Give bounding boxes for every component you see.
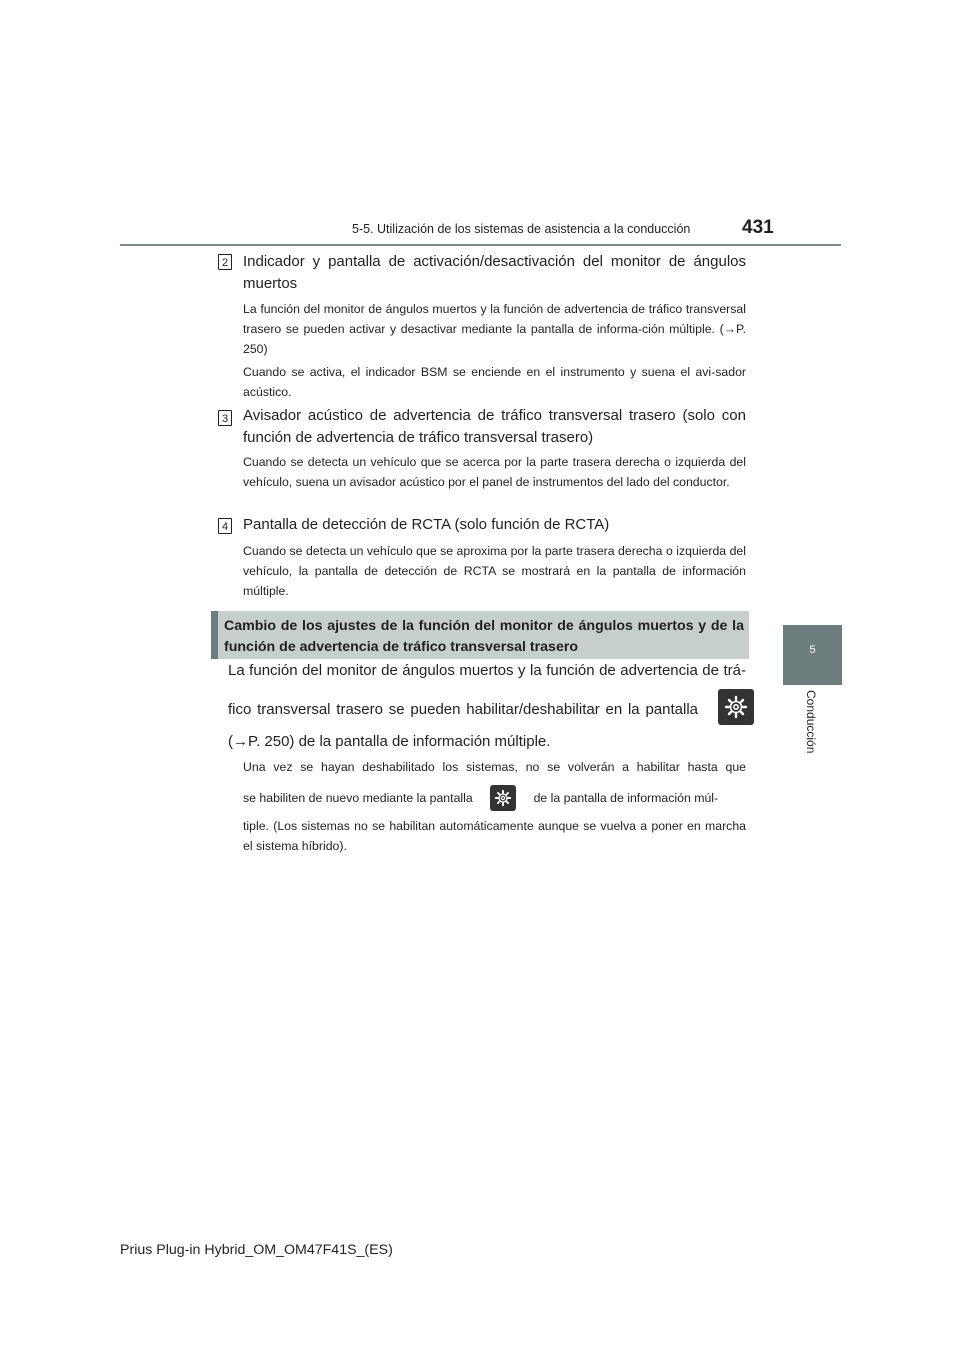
- running-header: 5-5. Utilización de los sistemas de asistencia a la conducción: [352, 222, 691, 236]
- note-line: tiple. (Los sistemas no se habilitan automáticamente aunque se vuelva a poner en marcha el sistema híbrido).: [243, 819, 746, 853]
- note-text: se habiliten de nuevo mediante la pantalla: [243, 791, 473, 805]
- section-body-line-with-icon: [228, 695, 758, 725]
- item-paragraph: Cuando se detecta un vehículo que se aproxima por la parte trasera derecha o izquierda del vehículo, la pantalla de detección de RCTA se mostrará en la pantalla de información múltiple.: [243, 544, 746, 598]
- note-line: Una vez se hayan deshabilitado los sistemas, no se volverán a habilitar hasta que: [243, 760, 746, 774]
- settings-gear-icon: [718, 689, 754, 725]
- item-paragraph: Cuando se detecta un vehículo que se acerca por la parte trasera derecha o izquierda del vehículo, suena un avisador acústico por el panel de instrumentos del lado del conductor.: [243, 455, 746, 489]
- item-title: Indicador y pantalla de activación/desactivación del monitor de ángulos muertos: [243, 253, 746, 292]
- page-number: 431: [742, 217, 774, 238]
- chapter-tab: [783, 625, 842, 685]
- settings-gear-icon: [490, 785, 516, 811]
- chapter-label: Conducción: [804, 690, 818, 754]
- chapter-number: 5: [809, 644, 816, 656]
- item-title: Avisador acústico de advertencia de tráfico transversal trasero (solo con función de advertencia de tráfico transversal trasero): [243, 407, 746, 446]
- item-paragraph: La función del monitor de ángulos muertos y la función de advertencia de tráfico transversal trasero se pueden activar y desactivar mediante la pantalla de informa-ción múltiple. (→P. 250): [243, 302, 746, 356]
- note-line-with-icon: [243, 785, 746, 815]
- item-number-badge: 4: [218, 518, 232, 534]
- section-title: Cambio de los ajustes de la función del monitor de ángulos muertos y de la función de advertencia de tráfico transversal trasero: [224, 618, 744, 655]
- document-footer: Prius Plug-in Hybrid_OM_OM47F41S_(ES): [120, 1242, 393, 1258]
- header-divider: [120, 244, 841, 246]
- section-body-line: La función del monitor de ángulos muertos y la función de advertencia de trá-: [228, 662, 746, 679]
- note-text: de la pantalla de información múl-: [533, 791, 719, 805]
- item-number-badge: 3: [218, 410, 232, 426]
- section-body-text: fico transversal trasero se pueden habilitar/deshabilitar en la pantalla: [228, 701, 698, 718]
- item-title: Pantalla de detección de RCTA (solo función de RCTA): [243, 516, 610, 533]
- section-body-line: (→P. 250) de la pantalla de información múltiple.: [228, 733, 551, 750]
- item-number-badge: 2: [218, 254, 232, 270]
- item-paragraph: Cuando se activa, el indicador BSM se enciende en el instrumento y suena el avi-sador acústico.: [243, 365, 746, 399]
